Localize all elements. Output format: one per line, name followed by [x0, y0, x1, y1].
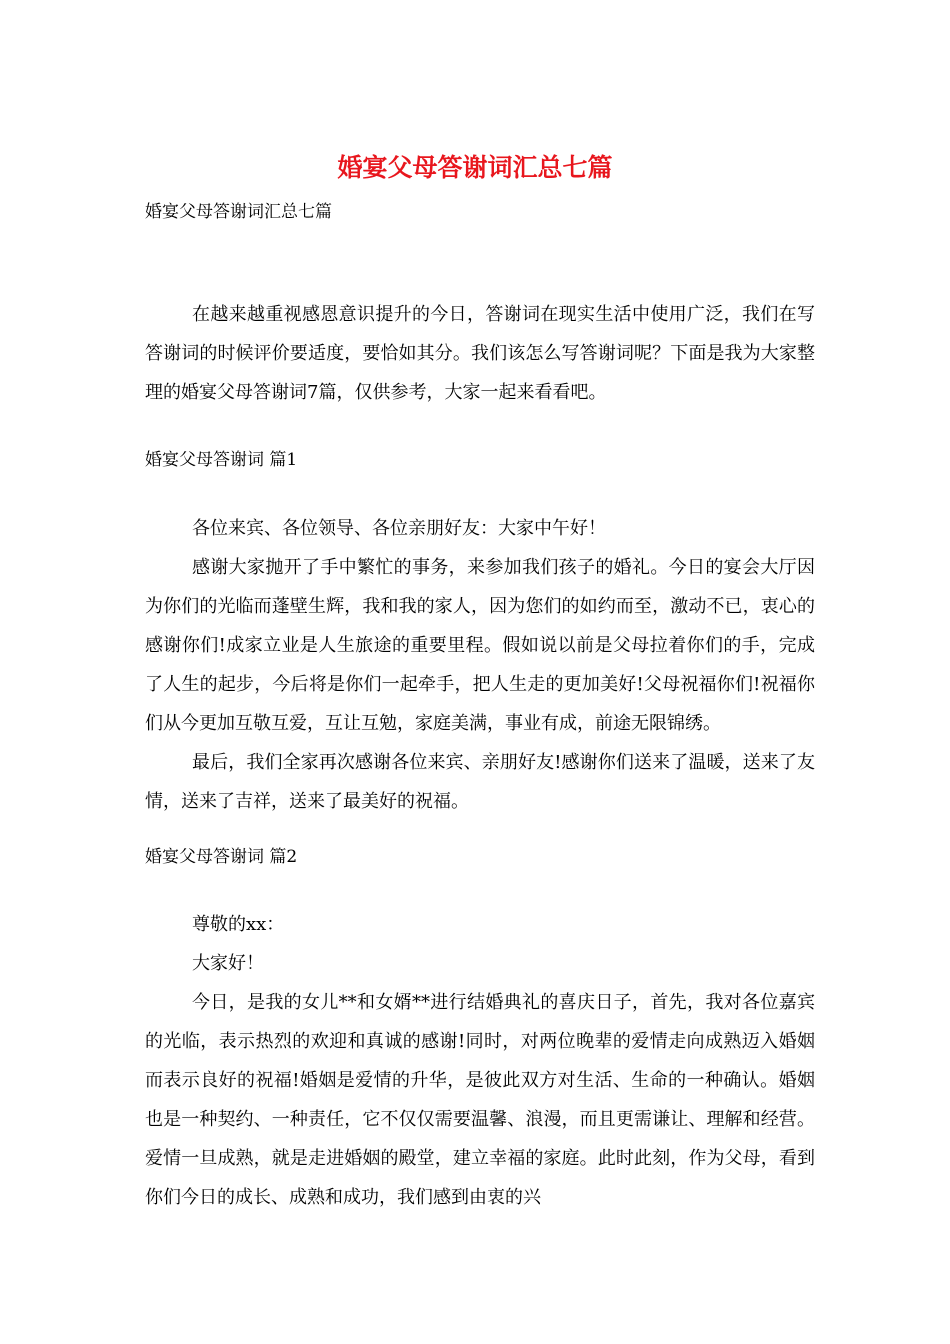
- document-subtitle: 婚宴父母答谢词汇总七篇: [145, 202, 332, 222]
- section-1-heading: 婚宴父母答谢词 篇1: [145, 450, 298, 470]
- section-1-paragraph: 感谢大家抛开了手中繁忙的事务，来参加我们孩子的婚礼。今日的宴会大厅因为你们的光临而蓬壁生辉，我和我的家人，因为您们的如约而至，激动不已，衷心的感谢你们!成家立业是人生旅途的重要里程。假如说以前是父母拉着你们的手，完成了人生的起步，今后将是你们一起牵手，把人生走的更加美好!父母祝福你们!祝福你们从今更加互敬互爱，互让互勉，家庭美满，事业有成，前途无限锦绣。: [145, 557, 815, 734]
- section-2-paragraph: 尊敬的xx：: [192, 914, 285, 935]
- document-title: 婚宴父母答谢词汇总七篇: [337, 153, 613, 182]
- section-1-paragraph: 各位来宾、各位领导、各位亲朋好友：大家中午好！: [192, 518, 606, 539]
- intro-paragraph: 在越来越重视感恩意识提升的今日，答谢词在现实生活中使用广泛，我们在写答谢词的时候评价要适度，要恰如其分。我们该怎么写答谢词呢？下面是我为大家整理的婚宴父母答谢词7篇，仅供参考，大家一起来看看吧。: [145, 304, 815, 403]
- intro-block: [145, 295, 815, 412]
- section-1-body: [145, 509, 815, 821]
- section-2-body: [145, 905, 815, 1217]
- section-1-paragraph: 最后，我们全家再次感谢各位来宾、亲朋好友!感谢你们送来了温暖，送来了友情，送来了吉祥，送来了最美好的祝福。: [145, 752, 815, 812]
- section-2-paragraph: 大家好！: [192, 953, 264, 974]
- section-2-paragraph: 今日，是我的女儿**和女婿**进行结婚典礼的喜庆日子，首先，我对各位嘉宾的光临，表示热烈的欢迎和真诚的感谢!同时，对两位晚辈的爱情走向成熟迈入婚姻而表示良好的祝福!婚姻是爱情的升华，是彼此双方对生活、生命的一种确认。婚姻也是一种契约、一种责任，它不仅仅需要温馨、浪漫，而且更需谦让、理解和经营。爱情一旦成熟，就是走进婚姻的殿堂，建立幸福的家庭。此时此刻，作为父母，看到你们今日的成长、成熟和成功，我们感到由衷的兴: [145, 992, 815, 1208]
- section-2-heading: 婚宴父母答谢词 篇2: [145, 847, 298, 867]
